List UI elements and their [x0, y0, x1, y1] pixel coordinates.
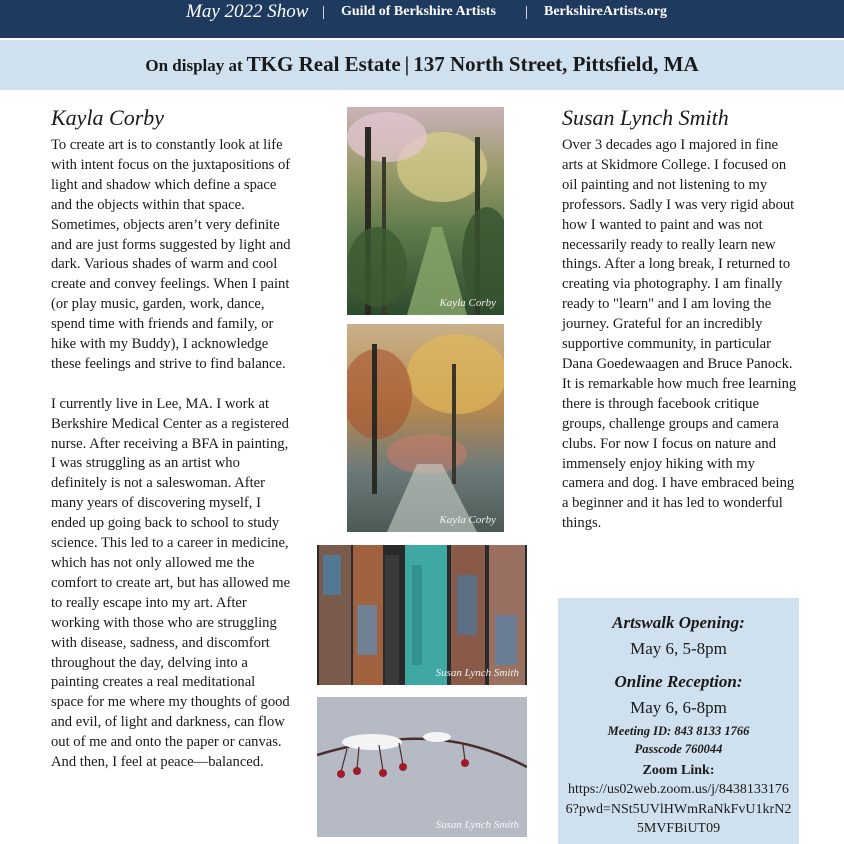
artist-statement-susan	[562, 136, 798, 534]
display-banner	[0, 40, 844, 90]
guild-name: Guild of Berkshire Artists	[341, 4, 496, 19]
event-info-box	[558, 598, 799, 844]
image-credit: Susan Lynch Smith	[435, 667, 519, 679]
artist-name-susan: Susan Lynch Smith	[562, 105, 729, 130]
painting-forest-path	[347, 107, 504, 315]
painting-autumn-stream	[347, 324, 504, 532]
header-bar	[0, 0, 844, 38]
venue-name: TKG Real Estate	[246, 52, 401, 76]
statement-paragraph: To create art is to constantly look at life with intent focus on the juxtapositions of light and shadow which define a space and the objects within that space. Sometimes, objects aren’t very definite and are just forms suggested by light and dark. Various shades of warm and cool create and convey feelings. When I paint (or play music, garden, work, dance, spend time with friends and family, or hike with my Buddy), I acknowledge these feelings and strive to find balance.	[51, 137, 291, 372]
zoom-link-label: Zoom Link:	[642, 763, 715, 778]
artist-name-kayla: Kayla Corby	[51, 105, 165, 130]
meeting-id: Meeting ID: 843 8133 1766	[607, 724, 750, 738]
reception-title: Online Reception:	[614, 672, 743, 691]
header-separator: |	[322, 4, 326, 20]
reception-date: May 6, 6-8pm	[630, 698, 727, 717]
image-credit: Susan Lynch Smith	[435, 819, 519, 831]
photo-snowy-berries	[317, 697, 527, 837]
website-link[interactable]: BerkshireArtists.org	[544, 4, 667, 19]
image-credit: Kayla Corby	[439, 514, 496, 526]
opening-date: May 6, 5-8pm	[630, 639, 727, 658]
show-title: May 2022 Show	[186, 1, 309, 22]
statement-paragraph: I currently live in Lee, MA. I work at Berkshire Medical Center as a registered nurse. After receiving a BFA in painting, I was struggling as an artist who definitely is not a saleswoman. After many years of discovering myself, I ended up going back to school to study science. This led to a career in medicine, which has not only allowed me the comfort to create art, but has allowed me to really escape into my art. After working with those who are struggling with disease, sadness, and discomfort throughout the day, delving into a painting creates a real meditational space for me where my thoughts of good and evil, of light and darkness, can flow out of me and onto the paper or canvas. And then, I feel at peace—balanced.	[51, 395, 291, 771]
statement-paragraph: Over 3 decades ago I majored in fine arts at Skidmore College. I focused on oil painting and not listening to my professors. Sadly I was very rigid about how I wanted to paint and was not necessarily ready to really learn new things. After a long break, I returned to creating via photography. I am finally ready to "learn" and I am loving the journey. Grateful for an incredibly supportive community, in particular Dana Goedewaagen and Bruce Panock. It is remarkable how much free learning there is through facebook critique groups, challenge groups and camera clubs. For now I focus on nature and immensely enjoy hiking with my camera and dog. I have embraced being a beginner and it has led to wonderful things.	[562, 137, 797, 532]
artist-statement-kayla	[51, 136, 291, 773]
header-separator: |	[525, 4, 529, 20]
venue-address: 137 North Street, Pittsfield, MA	[413, 52, 699, 76]
zoom-link[interactable]: https://us02web.zoom.us/j/84381331766?pwd=NSt5UVlHWmRaNkFvU1krN25MVFBiUT09	[565, 782, 792, 836]
display-separator: |	[404, 52, 410, 76]
passcode: Passcode 760044	[634, 742, 723, 756]
display-prefix: On display at	[145, 56, 243, 75]
image-credit: Kayla Corby	[439, 297, 496, 309]
opening-title: Artswalk Opening:	[612, 613, 745, 632]
photo-weathered-boards	[317, 545, 527, 685]
